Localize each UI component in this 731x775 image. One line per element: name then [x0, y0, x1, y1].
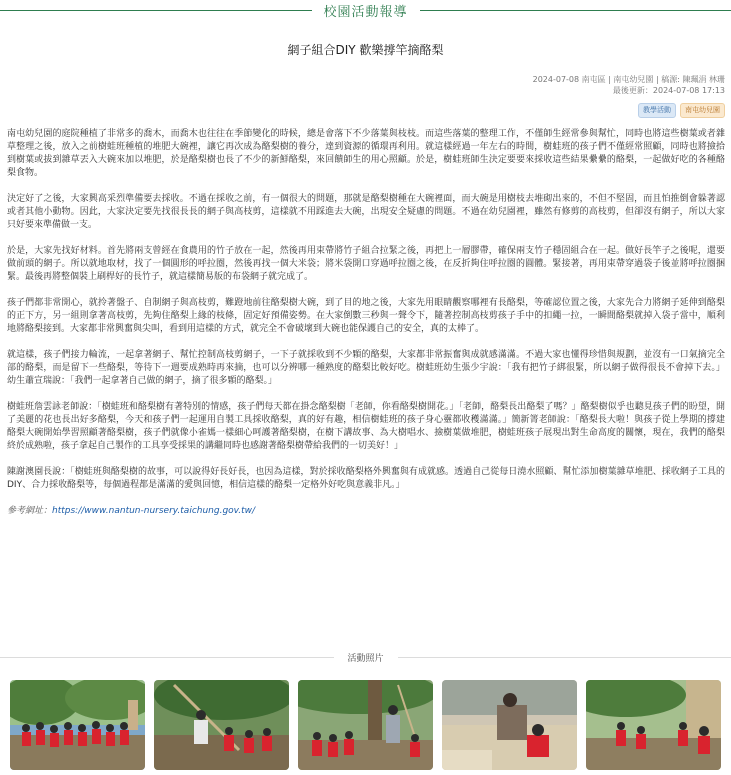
- photos-header: [0, 650, 731, 664]
- paragraph: 樹蛙班詹雲詠老師說：「樹蛙班和酪梨樹有著特別的情感，孩子們每天都在掛念酪梨樹「老師，你看酪梨樹開花。」「老師，酪梨長出酪梨了嗎？」酪梨樹似乎也聽見孩子們的盼望，開了美麗的花也長出好多酪梨，今天和孩子們一起運用自製工具採收酪梨，真的好有趣，相信樹蛙班的孩子身心靈都收穫滿滿。」簡新箐老師說：「酪梨長大啦！與孩子從上學期的撐建酪梨大碗開始學習照顧著酪梨樹，孩子們就像小雀媽一樣細心呵護著酪梨樹，在樹下講故事、為大樹唱水、撿樹葉做堆肥，樹蛙班孩子展現出對生命高度的關懷，現在，我們的酪梨終於成熟啦，孩子拿起自己製作的工具享受採果的講繼同時也感謝著酪梨樹帶給我們的一切美好！」: [7, 402, 725, 451]
- divider: [0, 10, 312, 11]
- divider: [0, 657, 334, 658]
- section-title: 校園活動報導: [323, 4, 408, 20]
- paragraph: 於是，大家先找好材料。首先將兩支曾經在食農用的竹子放在一起，然後再用束帶將竹子組合拉緊之後，再把上一層膠帶，確保兩支竹子穩固組合在一起。做好長竿子之後呢，還要做前頭的網子。所以就地取材，找了一個圓形的呼拉圈，然後再找一個大米袋；將米袋開口穿過呼拉圈之後，在反折夠住呼拉圈的圓體。緊接著，再用束帶穿過袋子後並將呼拉圈捆緊。最後再將整個裝上刷桿好的長竹子，就這樣簡易版的布袋網子就完成了。: [7, 246, 725, 282]
- reference: [7, 505, 725, 518]
- paragraph: 陳謝澳園長說：「樹蛙班與酪梨樹的故事，可以說得好長好長，也因為這樣，對於採收酪梨格外興奮與有成就感。透過自己從每日澆水照顧、幫忙添加樹葉雜草堆肥、採收網子工具的DIY、合力採收酪梨等，每個過程都是滿滿的愛與回憶，相信這樣的酪梨一定格外好吃與意義非凡。」: [7, 467, 725, 490]
- article-meta: [533, 74, 725, 96]
- divider: [398, 657, 731, 658]
- meta-author: 陳珮涓 林珊: [682, 75, 725, 84]
- article-title: 網子組合DIY 歡樂撐竿摘酪梨: [287, 43, 444, 57]
- reference-label: 參考網址：: [7, 506, 53, 516]
- paragraph: 南屯幼兒園的庭院種植了非常多的喬木，而喬木也往往在季節變化的時候，總是會落下不少落葉與枝枝。而這些落葉的整理工作，不僅師生經常參與幫忙，同時也將這些樹葉或者雜草整理之後，放入之前樹蛙班種植的堆肥大碗裡，讓它再次成為酪梨樹的養分，達到資源的循環再利用。就這樣經過一年左右的時間，樹蛙班的孩子們不僅經常照顧，同時也將撿拾到樹葉或拔到雜草丟入大碗來加以堆肥，於是酪梨樹也長了不少的新鮮酪梨，來回饋師生的用心照顧。於是，樹蛙班師生決定要要來採收這些結果纍纍的酪梨，一起做好吃的各種酪梨食物。: [7, 129, 725, 178]
- tag-teaching[interactable]: 教學活動: [638, 103, 676, 118]
- photo-gallery: [10, 680, 721, 770]
- article-body: [7, 128, 725, 518]
- photo-thumbnail-2[interactable]: [154, 680, 289, 770]
- tag-school[interactable]: 南屯幼兒園: [680, 103, 725, 118]
- photos-title: 活動照片: [347, 653, 384, 664]
- paragraph: 就這樣，孩子們接力輪流，一起拿著網子、幫忙控制高枝剪網子，一下子就採收到不少顆的酪梨，大家都非常振奮與成就感滿滿。不過大家也懂得珍惜與規劃，並沒有一口氣摘完全部的酪梨，而是留下一些酪梨，等待下一週要成熟時再來摘，也可以分辨哪一種熟度的酪梨比較好吃。樹蛙班幼生張少宇說：「我有把竹子綁很緊，所以網子做得很長不會掉下去。」幼生蕭宣瑞說：「我們一起拿著自己做的網子，摘了很多顆的酪梨。」: [7, 350, 725, 386]
- paragraph: 決定好了之後，大家興高采烈準備要去採收。不過在採收之前，有一個很大的問題，那就是酪梨樹種在大碗裡面，而大碗是用樹枝去堆砌出來的，不但不堅固，而且怕推倒會躲著認或者其他小動物。因此，大家決定要先找很長長的網子與高枝剪，這樣就不用踩進去大碗，出現安全疑慮的問題。不過在幼兒園裡，雖然有修剪的高枝剪，但卻沒有網子，所以大家只好要來準備做一支。: [7, 194, 725, 230]
- photo-thumbnail-1[interactable]: [10, 680, 145, 770]
- meta-line: 2024-07-08 南屯區 | 南屯幼兒園 | 稿源:: [532, 75, 680, 84]
- photo-thumbnail-3[interactable]: [298, 680, 433, 770]
- tag-list: [638, 103, 725, 118]
- divider: [420, 10, 731, 11]
- paragraph: 孩子們都非常開心，就拎著盤子、自制網子與高枝剪，難蹬地前往酪梨樹大碗，到了目的地之後，大家先用眼睛觀察哪裡有長酪梨，等確認位置之後，大家先合力將網子延伸到酪梨的正下方，另一組則拿著高枝剪，先夠住酪梨上緣的枝條，固定好預備姿勢。在大家倒數三秒與一聲令下，隨著控制高枝剪孩子手中的扣繩一拉，一瞬間酪梨就掉入袋子當中，順利地將酪梨接到。大家都非常興奮與尖叫，看到用這樣的方式，就完全不會破壞到大碗也能保護自己的安全，真的太棒了。: [7, 298, 725, 334]
- reference-link[interactable]: https://www.nantun-nursery.taichung.gov.tw/: [52, 506, 256, 516]
- photo-thumbnail-4[interactable]: [442, 680, 577, 770]
- photo-thumbnail-5[interactable]: [586, 680, 721, 770]
- section-header: [0, 0, 731, 20]
- meta-updated: 最後更新：2024-07-08 17:13: [612, 86, 725, 95]
